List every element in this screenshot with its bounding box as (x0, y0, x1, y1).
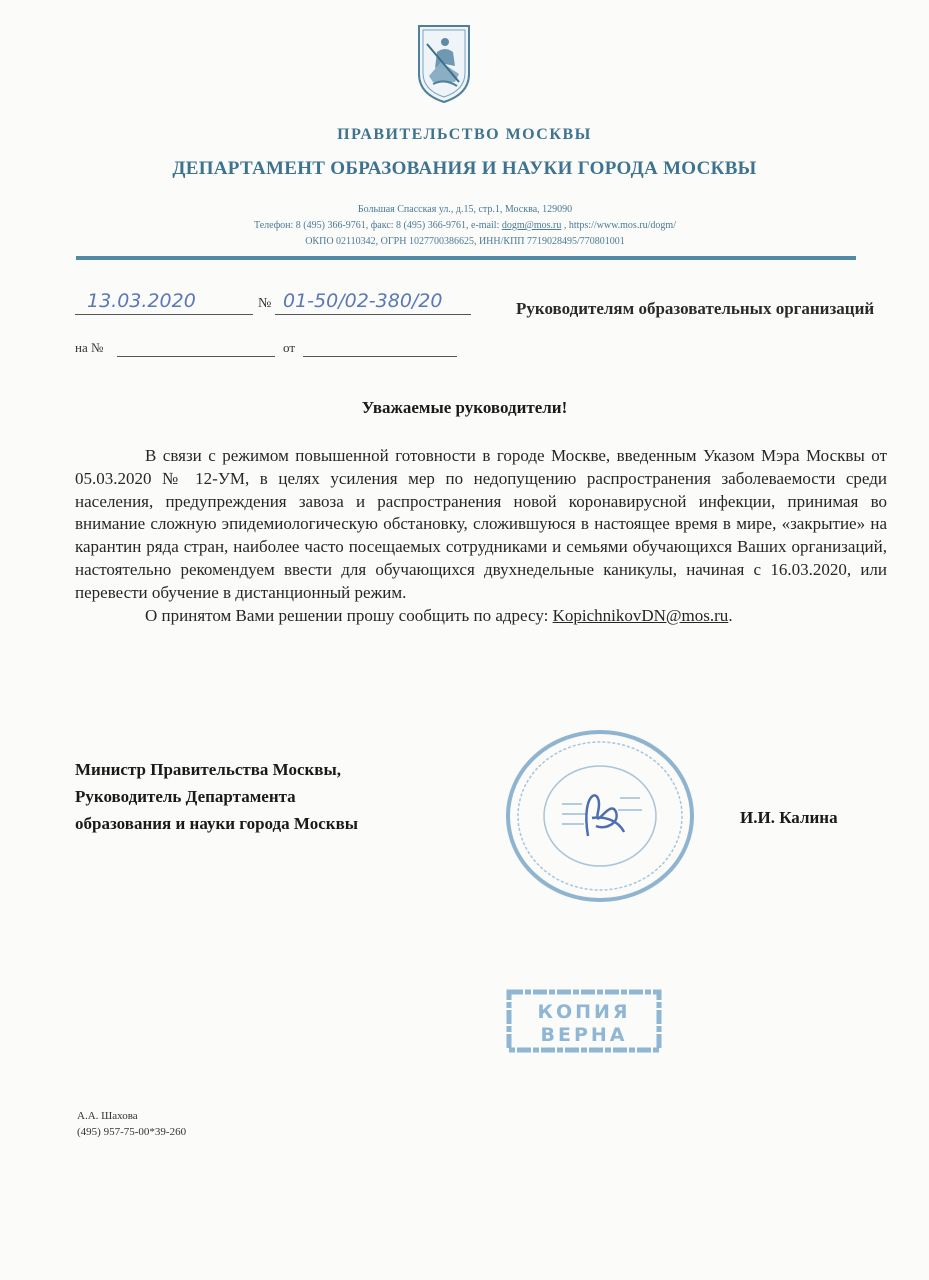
executor-name: А.А. Шахова (77, 1110, 138, 1122)
body-paragraph: В связи с режимом повышенной готовности в городе Москве, введенным Указом Мэра Москвы от 05.03.2020 № 12-УМ, в целях усиления мер по недопущению распространения заболеваемости среди населения, предупреждения завоза и распространения новой коронавирусной инфекции, принимая во внимание сложную эпидемиологическую обстановку, сложившуюся в настоящее время в мире, «закрытие» на карантин ряда стран, наиболее часто посещаемых сотрудниками и семьями обучающихся Ваших организаций, настоятельно рекомендуем ввести для обучающихся двухнедельные каникулы, начиная с 16.03.2020, или перевести обучение в дистанционный режим. (75, 446, 887, 602)
signer-name: И.И. Калина (740, 808, 838, 827)
copy-certified-stamp-icon (505, 988, 663, 1054)
reply-to-label: на № (75, 340, 104, 355)
reference-block (75, 290, 475, 360)
reply-request-end: . (728, 605, 733, 625)
department-name: ДЕПАРТАМЕНТ ОБРАЗОВАНИЯ И НАУКИ ГОРОДА МОСКВЫ (172, 158, 757, 179)
executor-phone: (495) 957-75-00*39-260 (77, 1126, 187, 1138)
handwritten-number: 01-50/02-380/20 (283, 290, 443, 312)
signer-position (75, 756, 495, 837)
phone-line (100, 218, 830, 234)
government-name: ПРАВИТЕЛЬСТВО МОСКВЫ (337, 126, 592, 143)
executor-block (77, 1108, 186, 1140)
signer-position-line: Министр Правительства Москвы, (75, 760, 342, 779)
moscow-coat-of-arms-icon (415, 22, 473, 104)
number-sign: № (258, 296, 272, 311)
signer-position-line: Руководитель Департамента (75, 787, 296, 806)
copy-stamp-line: КОПИЯ (537, 1001, 631, 1023)
number-underline (275, 314, 471, 315)
letter-body (75, 445, 887, 627)
reply-from-line (303, 356, 457, 357)
official-seal-icon (500, 728, 700, 904)
contact-email-link[interactable]: KopichnikovDN@mos.ru (552, 605, 729, 625)
salutation: Уважаемые руководители! (361, 398, 568, 417)
addressee: Руководителям образовательных организаций (516, 299, 875, 318)
contact-block (100, 202, 830, 250)
reply-request-text: О принятом Вами решении прошу сообщить по адресу: (145, 605, 553, 625)
registry-line: ОКПО 02110342, ОГРН 1027700386625, ИНН/КПП 7719028495/770801001 (305, 236, 625, 247)
reply-to-line (117, 356, 275, 357)
website-text: , https://www.mos.ru/dogm/ (561, 220, 676, 231)
handwritten-date: 13.03.2020 (87, 290, 196, 312)
address-line: Большая Спасская ул., д.15, стр.1, Москва, 129090 (357, 204, 573, 215)
phone-text: Телефон: 8 (495) 366-9761, факс: 8 (495) 366-9761, e-mail: (253, 220, 502, 231)
date-underline (75, 314, 253, 315)
signer-position-line: образования и науки города Москвы (75, 814, 359, 833)
header-divider (76, 256, 856, 260)
department-email-link[interactable]: dogm@mos.ru (501, 220, 562, 231)
body-paragraph (75, 605, 887, 628)
reply-from-label: от (283, 340, 296, 355)
copy-stamp-line: ВЕРНА (540, 1024, 628, 1046)
